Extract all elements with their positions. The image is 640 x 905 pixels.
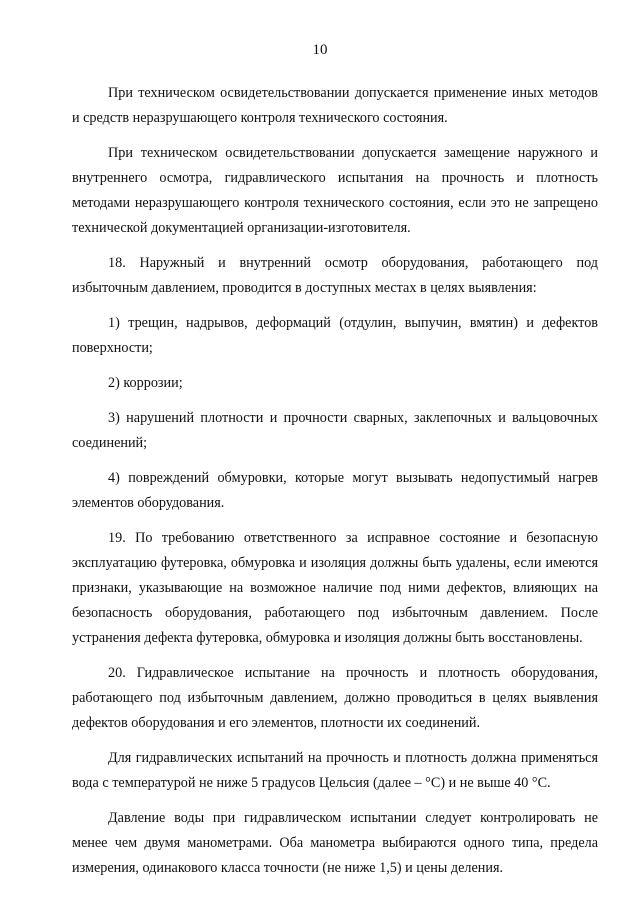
paragraph-water-temperature: Для гидравлических испытаний на прочность и плотность должна применяться вода с температурой не ниже 5 градусов Цельсия (далее – °С) и не выше 40 °С. [72, 750, 598, 791]
paragraph-item-18: 18. Наружный и внутренний осмотр оборудования, работающего под избыточным давлением, проводится в доступных местах в целях выявления: [72, 255, 598, 296]
paragraph-pressure-gauges: Давление воды при гидравлическом испытании следует контролировать не менее чем двумя манометрами. Оба манометра выбираются одного типа, предела измерения, одинакового класса точности (не ниже 1,5) и цены деления. [72, 810, 598, 876]
list-item-joints: 3) нарушений плотности и прочности сварных, заклепочных и вальцовочных соединений; [72, 410, 598, 451]
paragraph-ndt-methods: При техническом освидетельствовании допускается применение иных методов и средств неразрушающего контроля технического состояния. [72, 85, 598, 126]
list-item-corrosion: 2) коррозии; [108, 375, 183, 391]
page-number: 10 [312, 42, 328, 58]
list-item-brickwork: 4) повреждений обмуровки, которые могут вызывать недопустимый нагрев элементов оборудования. [72, 470, 598, 511]
paragraph-inspection-replacement: При техническом освидетельствовании допускается замещение наружного и внутреннего осмотра, гидравлического испытания на прочность и плотность методами неразрушающего контроля технического состояния, если это не запрещено технической документацией организации-изготовителя. [72, 145, 598, 236]
list-item-cracks: 1) трещин, надрывов, деформаций (отдулин, выпучин, вмятин) и дефектов поверхности; [72, 315, 598, 356]
paragraph-item-20: 20. Гидравлическое испытание на прочность и плотность оборудования, работающего под избыточным давлением, должно проводиться в целях выявления дефектов оборудования и его элементов, плотности их соединений. [72, 665, 598, 731]
paragraph-item-19: 19. По требованию ответственного за исправное состояние и безопасную эксплуатацию футеровка, обмуровка и изоляция должны быть удалены, если имеются признаки, указывающие на возможное наличие под ними дефектов, влияющих на безопасность оборудования, работающего под избыточным давлением. После устранения дефекта футеровка, обмуровка и изоляция должны быть восстановлены. [72, 530, 598, 646]
